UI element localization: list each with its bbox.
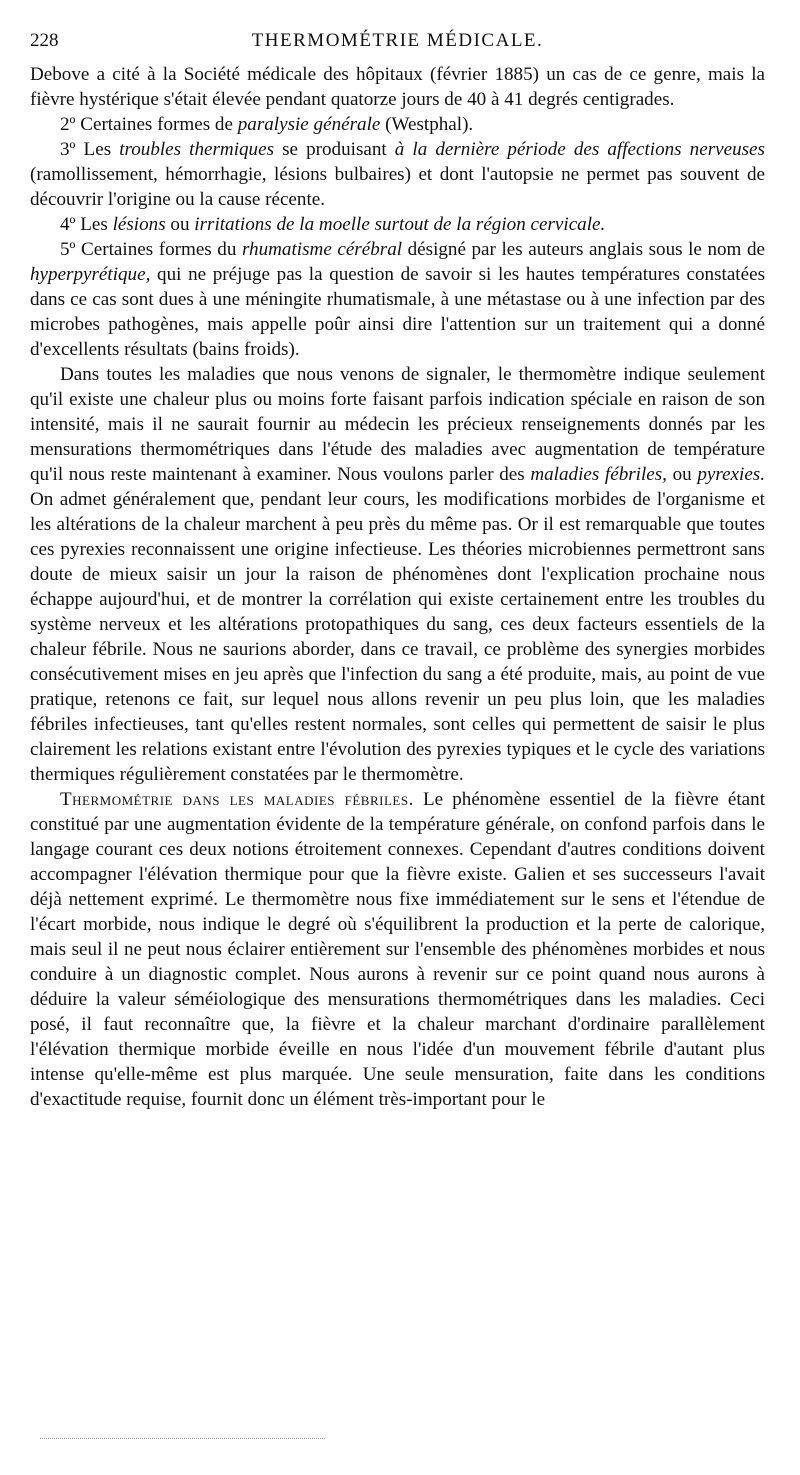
italic-text: à la dernière période des affections nerveuses [394,139,765,160]
text-run: se produisant [274,139,395,160]
text-run: Dans toutes les maladies que nous venons de signaler, le thermomètre indique seulement qu'il existe une chaleur plus ou moins forte faisant parfois indication spéciale en raison de son intensité, mais il ne saurait fournir au médecin les précieux renseignements donnés par les mensurations thermométriques dans l'étude des maladies avec augmentation de température qu'il nous reste maintenant à examiner. Nous voulons parler des [30,364,765,485]
text-run: 5º Certaines formes du [60,239,242,260]
page-number: 228 [30,30,59,51]
text-run: On admet généralement que, pendant leur cours, les modifications morbides de l'organisme et les altérations de la chaleur marchent à peu près du même pas. Or il est remarquable que toutes ces pyrexies reconnaissent une origine infectieuse. Les théories microbiennes permettront sans doute de mieux saisir un jour la raison de phénomènes dont l'explication prochaine nous échappe aujourd'hui, et de montrer la corrélation qui existe certainement entre les troubles du système nerveux et les altérations protopathiques du sang, ces deux facteurs essentiels de la chaleur fébrile. Nous ne saurions aborder, dans ce travail, ce problème des synergies morbides consécutivement mises en jeu après que l'infection du sang a été produite, mais, au point de vue pratique, retenons ce fait, sur lequel nous allons revenir un peu plus loin, que les maladies fébriles infectieuses, tant qu'elles restent normales, sont celles qui permettent de saisir le plus clairement les relations existant entre l'évolution des pyrexies typiques et le cycle des variations thermiques régulièrement constatées par le thermomètre. [30,489,765,785]
italic-text: lésions [112,214,166,235]
italic-text: paralysie générale [237,114,381,135]
paragraph-p7 [30,787,765,1112]
section-heading: Thermométrie dans les maladies fébriles. [60,789,414,810]
page-header [30,26,765,52]
paragraph-p3 [30,137,765,212]
text-run: (Westphal). [380,114,474,135]
paragraph-p6 [30,362,765,787]
paragraph-p1 [30,62,765,112]
text-run: Debove a cité à la Société médicale des hôpitaux (février 1885) un cas de ce genre, mais la fièvre hystérique s'était élevée pendant quatorze jours de 40 à 41 degrés centigrades. [30,64,765,110]
text-run: 4º Les [60,214,113,235]
italic-text: irritations de la moelle surtout de la région cervicale. [194,214,606,235]
text-run: ou [666,464,698,485]
italic-text: hyperpyrétique, [30,264,151,285]
text-run: désigné par les auteurs anglais sous le nom de [402,239,765,260]
italic-text: maladies fébriles, [530,464,667,485]
text-run: qui ne préjuge pas la question de savoir si les hautes températures constatées dans ce cas sont dues à une méningite rhumatismale, à une métastase ou à une infection par des microbes pathogènes, mais appelle poûr ainsi dire l'attention sur un traitement qui a donné d'excellents résultats (bains froids). [30,264,765,360]
text-run: Le phénomène essentiel de la fièvre étant constitué par une augmentation évidente de la température générale, on confond parfois dans le langage courant ces deux notions étroitement connexes. Cependant d'autres conditions doivent accompagner l'élévation thermique pour que la fièvre existe. Galien et ses successeurs l'avait déjà nettement exprimé. Le thermomètre nous fixe immédiatement sur le sens et l'étendue de l'écart morbide, nous indique le degré où s'équilibrent la production et la perte de calorique, mais seul il ne peut nous éclairer entièrement sur l'ensemble des phénomènes morbides et nous conduire à un diagnostic complet. Nous aurons à revenir sur ce point quand nous aurons à déduire la valeur séméiologique des mensurations thermométriques dans les maladies. Ceci posé, il faut reconnaître que, la fièvre et la chaleur marchant d'ordinaire parallèlement l'élévation thermique morbide éveille en nous l'idée d'un mouvement fébrile d'autant plus intense qu'elle-même est plus marquée. Une seule mensuration, faite dans les conditions d'exactitude requise, fournit donc un élément très-important pour le [30,789,765,1110]
running-title: THERMOMÉTRIE MÉDICALE. [251,30,544,51]
paragraph-p4 [30,212,765,237]
text-run: 2º Certaines formes de [60,114,238,135]
paragraph-p5 [30,237,765,362]
document-page [30,26,765,1112]
italic-text: troubles thermiques [119,139,275,160]
italic-text: pyrexies. [697,464,766,485]
paragraph-p2 [30,112,765,137]
text-run: 3º Les [60,139,120,160]
text-run: (ramollissement, hémorrhagie, lésions bulbaires) et dont l'autopsie ne permet pas souvent de découvrir l'origine ou la cause récente. [30,164,765,210]
footer-dotted-rule [40,1438,325,1439]
body-text [30,62,765,1112]
italic-text: rhumatisme cérébral [241,239,403,260]
text-run: ou [165,214,195,235]
